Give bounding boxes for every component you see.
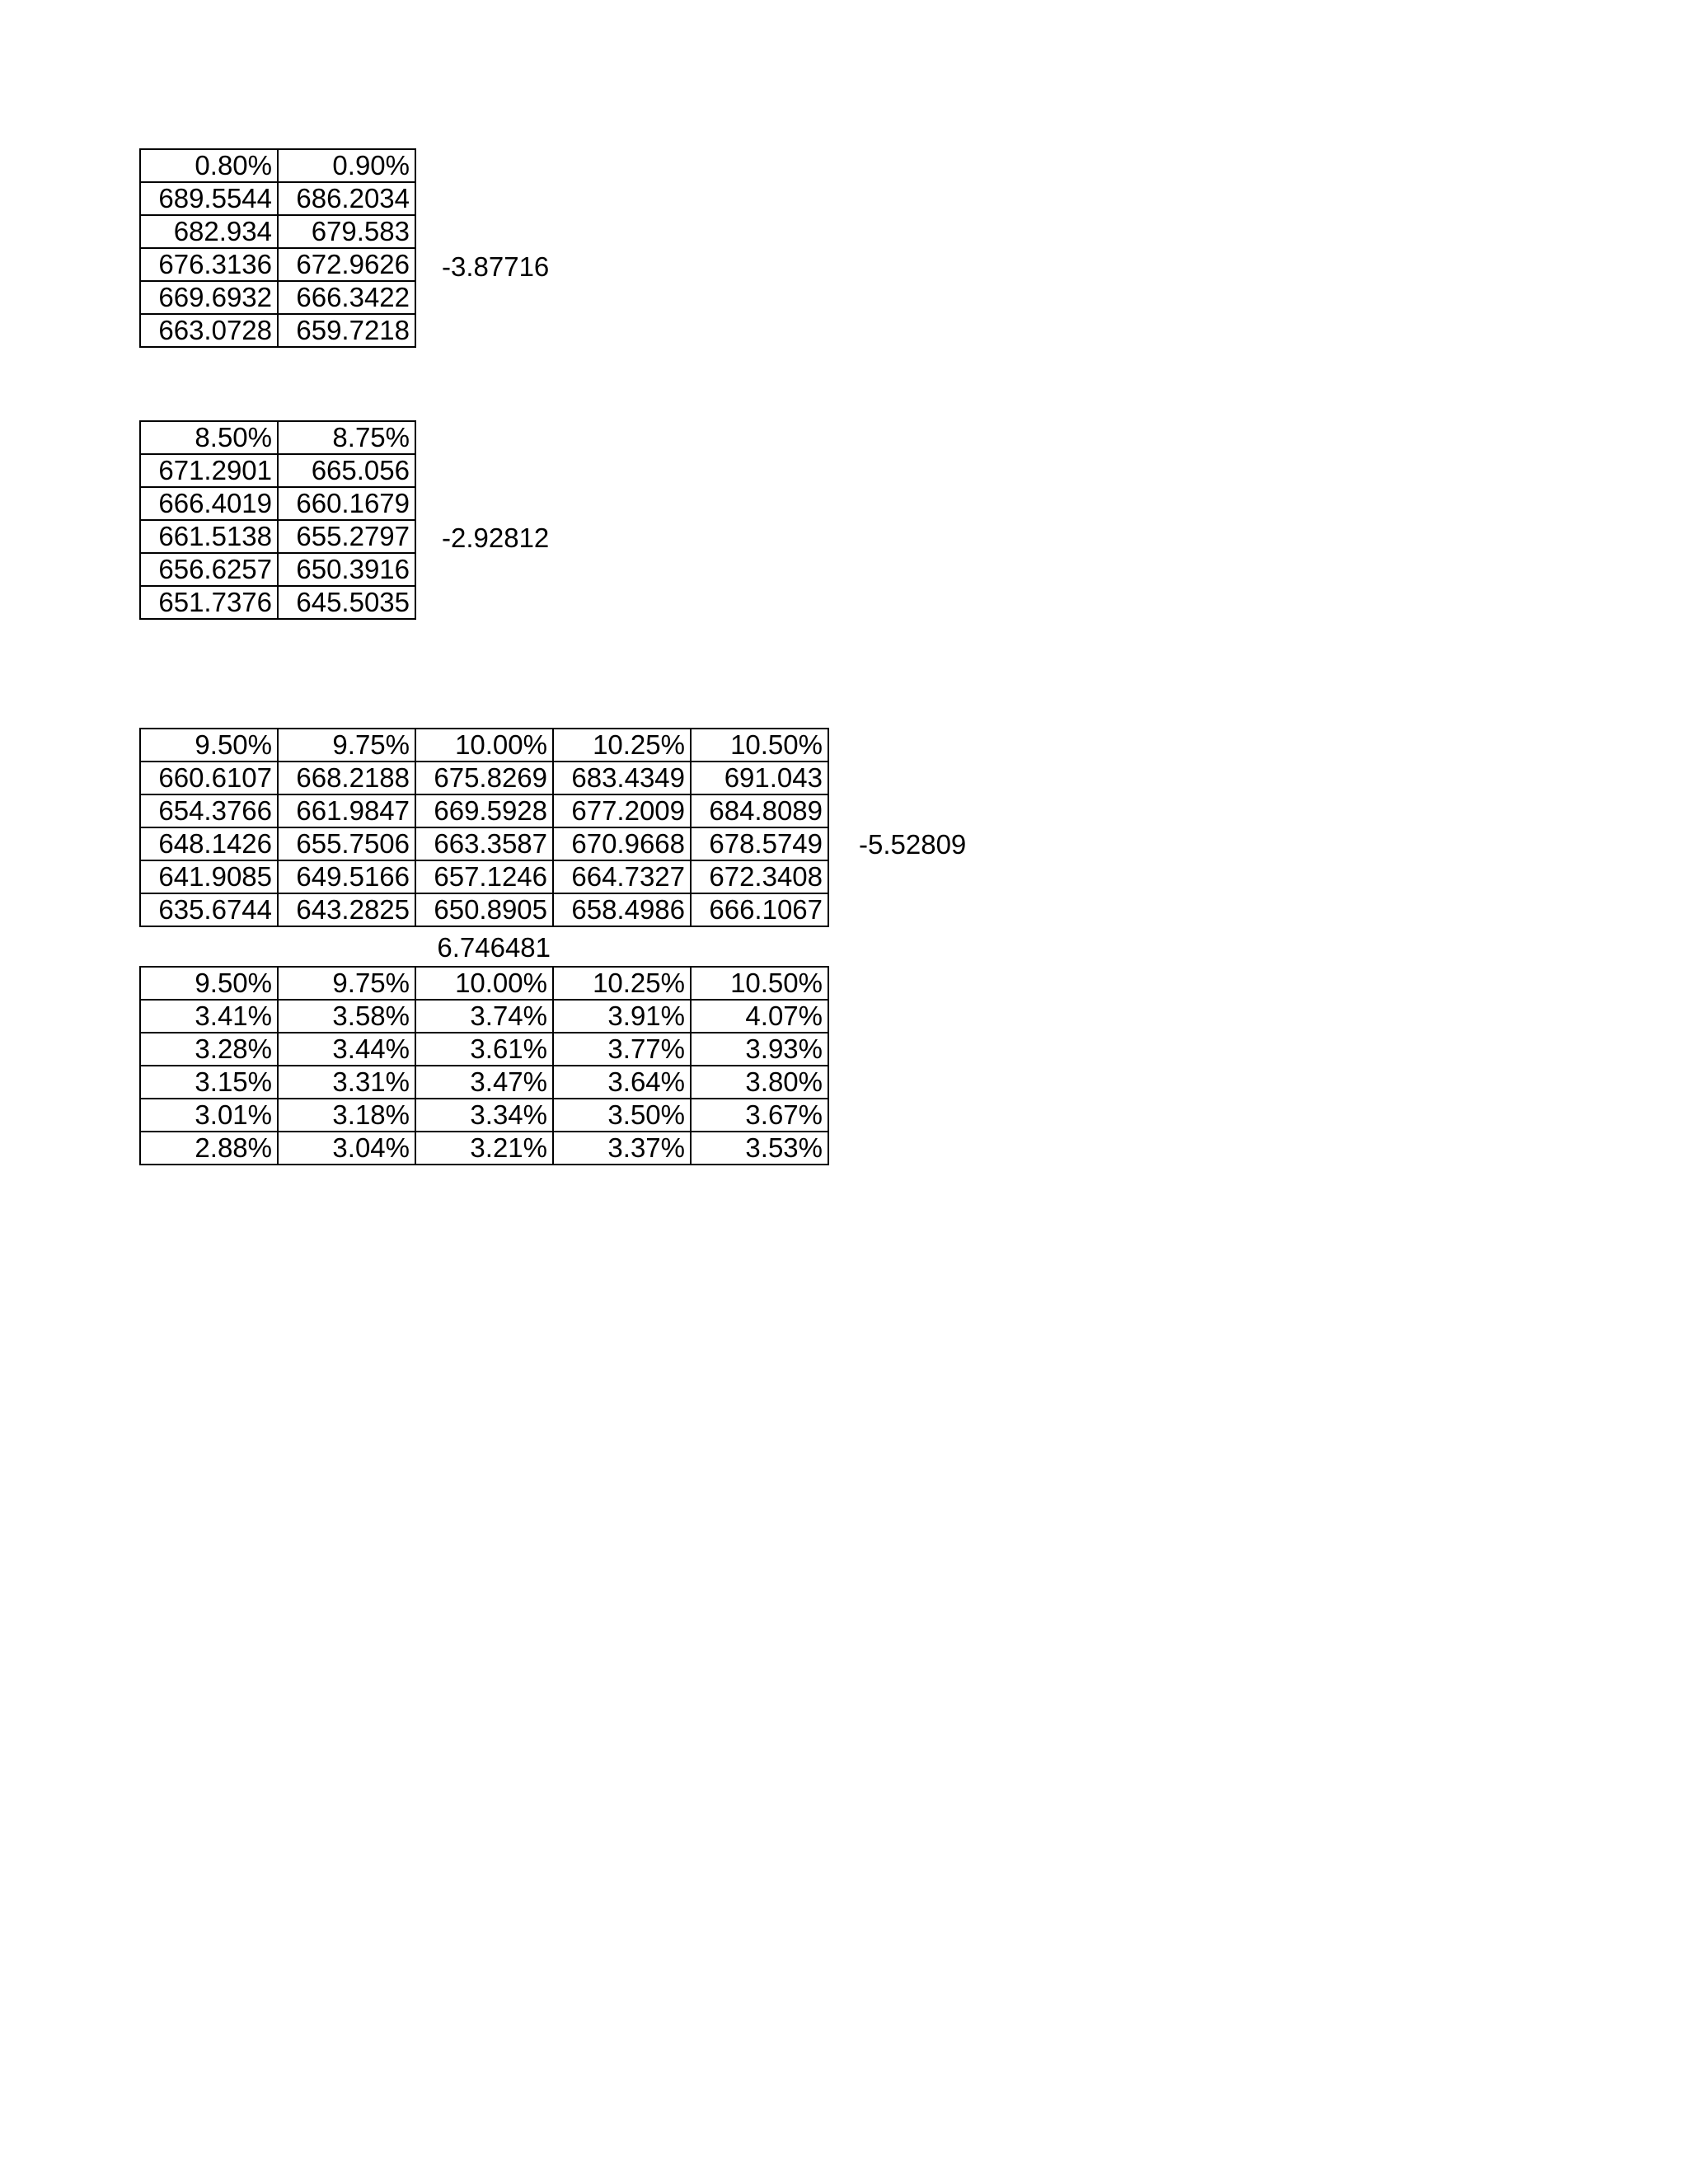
table-row [140,553,415,586]
table-cell[interactable]: 9.50% [140,967,278,1000]
table-header-row [140,729,828,762]
table-cell[interactable]: 643.2825 [278,893,415,926]
table-cell[interactable]: 661.5138 [140,520,278,553]
table-cell[interactable]: 682.934 [140,215,278,248]
table-row [140,1033,828,1066]
table-cell[interactable]: 0.80% [140,149,278,182]
table-cell[interactable]: 3.37% [553,1132,691,1165]
table-cell[interactable]: 10.00% [415,967,553,1000]
table-cell[interactable]: 660.6107 [140,762,278,794]
table-cell[interactable]: 660.1679 [278,487,415,520]
table-cell[interactable]: 672.3408 [691,860,828,893]
table-cell[interactable]: 8.50% [140,421,278,454]
table-cell[interactable]: 9.75% [278,729,415,762]
table-cell[interactable]: 666.1067 [691,893,828,926]
table-cell[interactable]: 649.5166 [278,860,415,893]
table-cell[interactable]: 3.21% [415,1132,553,1165]
table-cell[interactable]: 4.07% [691,1000,828,1033]
table-cell[interactable]: 3.80% [691,1066,828,1099]
table-cell[interactable]: 10.50% [691,967,828,1000]
table-row [140,586,415,619]
rate-table-1 [139,148,416,348]
table-header-row [140,149,415,182]
table-cell[interactable]: 665.056 [278,454,415,487]
table-cell[interactable]: 3.50% [553,1099,691,1132]
table-cell[interactable]: 3.34% [415,1099,553,1132]
table-cell[interactable]: 3.93% [691,1033,828,1066]
table-3-below-value[interactable]: 6.746481 [437,932,551,963]
table-1-side-value[interactable]: -3.87716 [442,251,550,282]
table-cell[interactable]: 2.88% [140,1132,278,1165]
table-cell[interactable]: 666.3422 [278,281,415,314]
table-cell[interactable]: 3.15% [140,1066,278,1099]
table-cell[interactable]: 686.2034 [278,182,415,215]
rate-table-3 [139,728,829,927]
table-cell[interactable]: 645.5035 [278,586,415,619]
table-cell[interactable]: 671.2901 [140,454,278,487]
table-header-row [140,967,828,1000]
table-cell[interactable]: 3.91% [553,1000,691,1033]
table-cell[interactable]: 3.41% [140,1000,278,1033]
table-row [140,215,415,248]
table-cell[interactable]: 654.3766 [140,794,278,827]
table-cell[interactable]: 689.5544 [140,182,278,215]
table-cell[interactable]: 655.7506 [278,827,415,860]
table-cell[interactable]: 658.4986 [553,893,691,926]
table-cell[interactable]: 672.9626 [278,248,415,281]
table-row [140,860,828,893]
table-cell[interactable]: 3.74% [415,1000,553,1033]
table-row [140,281,415,314]
table-cell[interactable]: 3.64% [553,1066,691,1099]
table-cell[interactable]: 8.75% [278,421,415,454]
rate-table-2 [139,420,416,620]
table-cell[interactable]: 3.53% [691,1132,828,1165]
table-cell[interactable]: 663.0728 [140,314,278,347]
table-cell[interactable]: 3.47% [415,1066,553,1099]
table-cell[interactable]: 3.18% [278,1099,415,1132]
table-cell[interactable]: 651.7376 [140,586,278,619]
table-cell[interactable]: 664.7327 [553,860,691,893]
table-cell[interactable]: 683.4349 [553,762,691,794]
table-cell[interactable]: 10.25% [553,967,691,1000]
table-header-row [140,421,415,454]
table-cell[interactable]: 635.6744 [140,893,278,926]
table-cell[interactable]: 691.043 [691,762,828,794]
rate-table-4 [139,966,829,1165]
table-row [140,1099,828,1132]
table-cell[interactable]: 650.8905 [415,893,553,926]
table-row [140,762,828,794]
table-cell[interactable]: 3.77% [553,1033,691,1066]
table-cell[interactable]: 641.9085 [140,860,278,893]
table-row [140,1132,828,1165]
table-cell[interactable]: 678.5749 [691,827,828,860]
table-cell[interactable]: 661.9847 [278,794,415,827]
table-2-side-value[interactable]: -2.92812 [442,523,550,553]
table-cell[interactable]: 9.75% [278,967,415,1000]
table-cell[interactable]: 684.8089 [691,794,828,827]
table-row [140,827,828,860]
table-row [140,1066,828,1099]
table-3-side-value[interactable]: -5.52809 [859,829,967,860]
table-row [140,182,415,215]
table-cell[interactable]: 3.61% [415,1033,553,1066]
table-cell[interactable]: 669.5928 [415,794,553,827]
table-cell[interactable]: 0.90% [278,149,415,182]
table-cell[interactable]: 3.04% [278,1132,415,1165]
table-cell[interactable]: 663.3587 [415,827,553,860]
table-cell[interactable]: 657.1246 [415,860,553,893]
table-cell[interactable]: 3.01% [140,1099,278,1132]
table-cell[interactable]: 3.28% [140,1033,278,1066]
table-cell[interactable]: 675.8269 [415,762,553,794]
table-cell[interactable]: 666.4019 [140,487,278,520]
table-cell[interactable]: 10.25% [553,729,691,762]
table-cell[interactable]: 10.50% [691,729,828,762]
table-cell[interactable]: 668.2188 [278,762,415,794]
table-row [140,794,828,827]
table-cell[interactable]: 9.50% [140,729,278,762]
table-cell[interactable]: 10.00% [415,729,553,762]
table-cell[interactable]: 676.3136 [140,248,278,281]
table-cell[interactable]: 656.6257 [140,553,278,586]
table-cell[interactable]: 670.9668 [553,827,691,860]
table-cell[interactable]: 659.7218 [278,314,415,347]
table-cell[interactable]: 648.1426 [140,827,278,860]
table-cell[interactable]: 655.2797 [278,520,415,553]
table-row [140,487,415,520]
table-cell[interactable]: 3.31% [278,1066,415,1099]
table-row [140,893,828,926]
table-row [140,454,415,487]
table-row [140,314,415,347]
table-cell[interactable]: 3.44% [278,1033,415,1066]
table-row [140,1000,828,1033]
table-row [140,520,415,553]
table-cell[interactable]: 669.6932 [140,281,278,314]
table-cell[interactable]: 3.67% [691,1099,828,1132]
table-cell[interactable]: 650.3916 [278,553,415,586]
table-cell[interactable]: 677.2009 [553,794,691,827]
table-cell[interactable]: 679.583 [278,215,415,248]
table-cell[interactable]: 3.58% [278,1000,415,1033]
table-row [140,248,415,281]
